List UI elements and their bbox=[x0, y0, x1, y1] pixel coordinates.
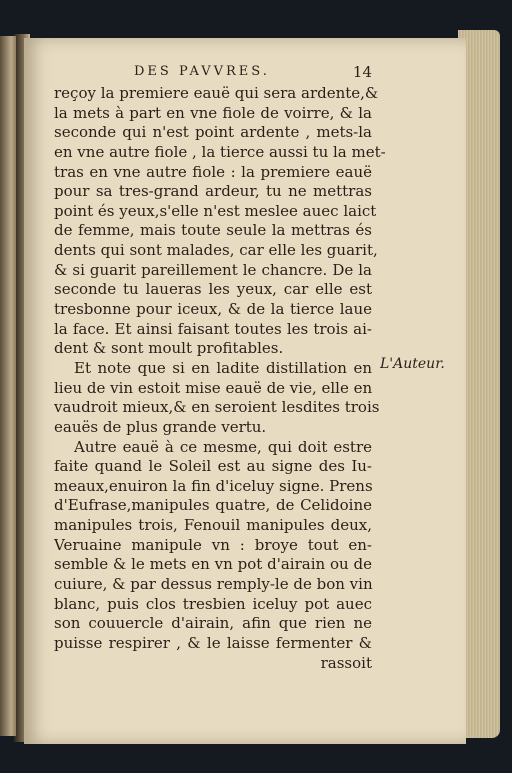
page-number: 14 bbox=[352, 63, 372, 81]
text-line: semble & le mets en vn pot d'airain ou de bbox=[54, 555, 372, 574]
text-line: tras en vne autre fiole : la premiere eauë bbox=[54, 162, 372, 181]
marginal-note: L'Auteur. bbox=[380, 356, 445, 372]
running-head bbox=[54, 64, 372, 84]
text-line: son couuercle d'airain, afin que rien ne bbox=[54, 614, 372, 633]
text-line: en vne autre fiole , la tierce aussi tu la met- bbox=[54, 142, 386, 161]
text-line: point és yeux,s'elle n'est meslee auec laict bbox=[54, 201, 377, 220]
text-line: seconde qui n'est point ardente , mets-la bbox=[54, 123, 372, 142]
catchword: rassoit bbox=[320, 653, 372, 672]
text-line: eauës de plus grande vertu. bbox=[54, 417, 267, 436]
text-line: d'Eufrase,manipules quatre, de Celidoine bbox=[54, 496, 372, 515]
text-line: pour sa tres-grand ardeur, tu ne mettras bbox=[54, 182, 372, 201]
text-line: meaux,enuiron la fin d'iceluy signe. Prens bbox=[54, 476, 373, 495]
text-line: vaudroit mieux,& en seroient lesdites trois bbox=[54, 398, 380, 417]
text-line: blanc, puis clos tresbien iceluy pot auec bbox=[54, 594, 372, 613]
text-line: tresbonne pour iceux, & de la tierce laue bbox=[54, 300, 372, 319]
text-line: manipules trois, Fenouil manipules deux, bbox=[54, 516, 372, 535]
body-text bbox=[54, 84, 386, 673]
text-line: & si guarit pareillement le chancre. De la bbox=[54, 260, 372, 279]
text-line: faite quand le Soleil est au signe des Iu- bbox=[54, 457, 372, 476]
text-line: Et note que si en ladite distillation en bbox=[74, 358, 372, 377]
text-line: dent & sont moult profitables. bbox=[54, 339, 284, 358]
text-line: la mets à part en vne fiole de voirre, & la bbox=[54, 103, 372, 122]
text-line: Autre eauë à ce mesme, qui doit estre bbox=[74, 437, 372, 456]
facing-page-edge bbox=[0, 36, 16, 736]
text-line: Veruaine manipule vn : broye tout en- bbox=[54, 535, 372, 554]
text-line: lieu de vin estoit mise eauë de vie, elle en bbox=[54, 378, 373, 397]
text-line: la face. Et ainsi faisant toutes les trois ai- bbox=[54, 319, 372, 338]
text-line: reçoy la premiere eauë qui sera ardente,& bbox=[54, 84, 379, 102]
text-line: seconde tu laueras les yeux, car elle est bbox=[54, 280, 372, 299]
text-line: cuiure, & par dessus remply-le de bon vin bbox=[54, 575, 373, 594]
text-line: puisse respirer , & le laisse fermenter & bbox=[54, 633, 372, 652]
text-line: dents qui sont malades, car elle les guarit, bbox=[54, 241, 378, 260]
running-title: DES PAVVRES. bbox=[134, 64, 270, 79]
text-line: de femme, mais toute seule la mettras és bbox=[54, 221, 372, 240]
